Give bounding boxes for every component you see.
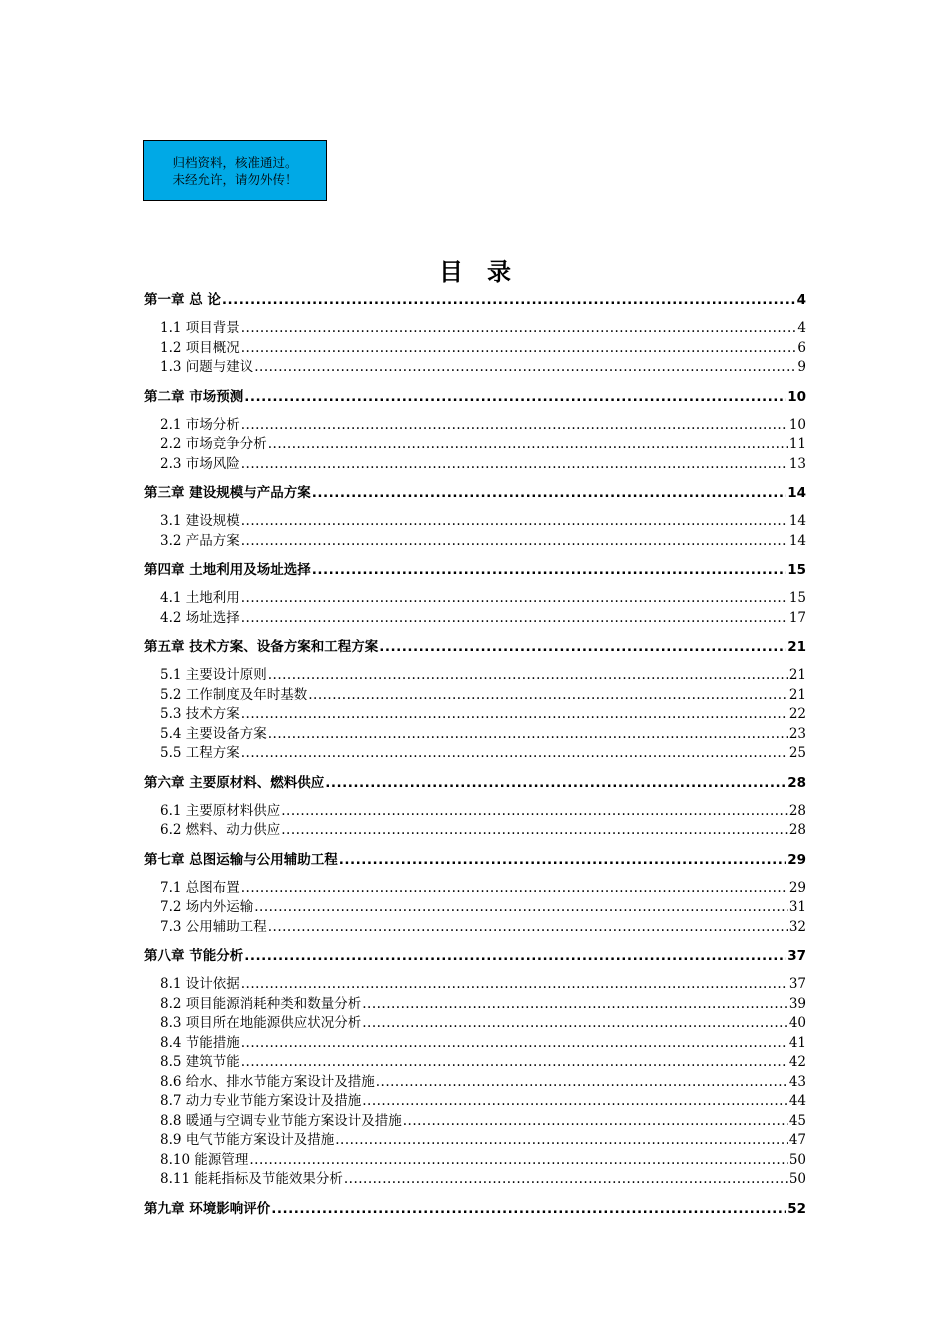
toc-section-entry-label: 2.2 市场竞争分析: [160, 436, 267, 452]
toc-section-entry-page-number: 44: [788, 1093, 806, 1109]
toc-section-entry[interactable]: [144, 589, 806, 609]
toc-section-entry-page-number: 14: [788, 532, 806, 549]
toc-section-entry-page-number: 25: [788, 745, 806, 761]
toc-section-entry-label: 8.6 给水、排水节能方案设计及措施: [160, 1073, 375, 1090]
toc-section-entry[interactable]: [144, 1092, 806, 1112]
toc-section-entry-label: 8.8 暖通与空调专业节能方案设计及措施: [160, 1112, 402, 1129]
toc-section-entry-label: 8.10 能源管理: [160, 1151, 249, 1168]
toc-section-entry-label: 1.2 项目概况: [160, 339, 240, 356]
toc-section-entry-label: 5.3 技术方案: [160, 706, 240, 722]
leader-dots: [335, 1131, 788, 1151]
toc-chapter-entry[interactable]: [144, 773, 806, 793]
toc-chapter-entry[interactable]: [144, 560, 806, 580]
toc-chapter-entry[interactable]: [144, 946, 806, 966]
toc-chapter-entry[interactable]: [144, 483, 806, 503]
leader-dots: [254, 898, 788, 918]
toc-section-entry-page-number: 40: [788, 1015, 806, 1031]
toc-section-entry-page-number: 42: [788, 1054, 806, 1070]
toc-section-entry[interactable]: [144, 532, 806, 552]
toc-section-entry-page-number: 6: [797, 339, 806, 356]
toc-section-entry[interactable]: [144, 416, 806, 436]
leader-dots: [244, 387, 786, 407]
toc-section-entry-label: 5.5 工程方案: [160, 745, 240, 761]
toc-section-entry-label: 8.1 设计依据: [160, 976, 240, 992]
toc-chapter-entry[interactable]: [144, 387, 806, 407]
toc-chapter-entry-page-number: 37: [787, 948, 806, 964]
toc-section-entry-page-number: 22: [788, 706, 806, 722]
leader-dots: [222, 290, 796, 310]
toc-chapter-entry[interactable]: [144, 290, 806, 310]
toc-chapter-entry-page-number: 4: [796, 292, 806, 308]
leader-dots: [403, 1112, 788, 1132]
toc-section-entry-page-number: 17: [788, 609, 806, 626]
leader-dots: [244, 946, 786, 966]
toc-chapter-entry-label: 第二章 市场预测: [144, 388, 244, 405]
toc-section-entry[interactable]: [144, 1014, 806, 1034]
toc-section-entry-page-number: 28: [788, 802, 806, 819]
toc-section-entry[interactable]: [144, 1034, 806, 1054]
toc-section-entry[interactable]: [144, 512, 806, 532]
leader-dots: [241, 319, 797, 339]
toc-section-entry-label: 2.1 市场分析: [160, 416, 240, 433]
toc-section-entry-label: 8.4 节能措施: [160, 1034, 240, 1051]
toc-section-entry-page-number: 47: [788, 1132, 806, 1148]
leader-dots: [241, 1034, 788, 1054]
toc-chapter-entry[interactable]: [144, 850, 806, 870]
toc-section-entry-label: 2.3 市场风险: [160, 455, 240, 472]
leader-dots: [376, 1073, 788, 1093]
toc-section-entry-page-number: 23: [788, 725, 806, 742]
toc-chapter-entry-page-number: 52: [787, 1200, 806, 1217]
leader-dots: [254, 358, 796, 378]
toc-section-entry-label: 1.1 项目背景: [160, 320, 240, 336]
toc-chapter-entry-label: 第五章 技术方案、设备方案和工程方案: [144, 639, 379, 655]
leader-dots: [268, 918, 788, 938]
toc-chapter: [144, 483, 806, 551]
toc-section-entry[interactable]: [144, 1053, 806, 1073]
toc-section-entry[interactable]: [144, 1112, 806, 1132]
table-of-contents: [144, 290, 806, 1228]
toc-section-entry-label: 3.1 建设规模: [160, 513, 240, 529]
toc-section-entry-label: 8.11 能耗指标及节能效果分析: [160, 1171, 343, 1187]
toc-section-entry[interactable]: [144, 435, 806, 455]
toc-section-entry-page-number: 14: [788, 513, 806, 529]
toc-chapter: [144, 387, 806, 475]
toc-section-entry-page-number: 21: [788, 686, 806, 703]
toc-section-entry[interactable]: [144, 802, 806, 822]
toc-section-entry[interactable]: [144, 455, 806, 475]
toc-section-entry-page-number: 21: [788, 667, 806, 683]
toc-section-entry-page-number: 43: [788, 1073, 806, 1090]
leader-dots: [241, 589, 788, 609]
toc-section-entry-label: 7.1 总图布置: [160, 879, 240, 896]
leader-dots: [241, 455, 788, 475]
page-title: 目录: [439, 258, 535, 286]
toc-chapter-entry[interactable]: [144, 1199, 806, 1219]
toc-chapter-entry-page-number: 14: [787, 485, 806, 501]
toc-chapter: [144, 850, 806, 938]
stamp-line-2: 未经允许，请勿外传！: [172, 171, 298, 187]
leader-dots: [241, 705, 788, 725]
toc-section-entry-page-number: 28: [788, 822, 806, 838]
archive-stamp: [143, 140, 327, 201]
leader-dots: [268, 435, 788, 455]
toc-chapter-entry-label: 第四章 土地利用及场址选择: [144, 562, 311, 578]
toc-section-entry-page-number: 41: [788, 1034, 806, 1051]
leader-dots: [379, 637, 786, 657]
toc-chapter-entry-page-number: 10: [787, 388, 806, 405]
leader-dots: [362, 995, 788, 1015]
toc-chapter-entry-label: 第九章 环境影响评价: [144, 1200, 271, 1217]
toc-section-entry-label: 8.5 建筑节能: [160, 1054, 240, 1070]
toc-section-entry[interactable]: [144, 918, 806, 938]
toc-section-entry-page-number: 10: [788, 416, 806, 433]
toc-section-entry-label: 3.2 产品方案: [160, 532, 240, 549]
toc-chapter: [144, 560, 806, 628]
toc-chapter-entry-label: 第七章 总图运输与公用辅助工程: [144, 851, 338, 868]
toc-section-entry-page-number: 15: [788, 590, 806, 606]
leader-dots: [241, 512, 788, 532]
toc-section-entry-page-number: 50: [788, 1171, 806, 1187]
toc-section-entry-label: 5.4 主要设备方案: [160, 725, 267, 742]
toc-section-entry[interactable]: [144, 666, 806, 686]
toc-section-entry-label: 6.2 燃料、动力供应: [160, 822, 281, 838]
toc-section-entry-label: 7.2 场内外运输: [160, 899, 254, 915]
toc-chapter: [144, 290, 806, 378]
toc-section-entry-label: 5.2 工作制度及年时基数: [160, 686, 308, 703]
toc-section-entry-page-number: 45: [788, 1112, 806, 1129]
leader-dots: [241, 744, 788, 764]
toc-section-entry-label: 8.2 项目能源消耗种类和数量分析: [160, 995, 362, 1012]
toc-section-entry-label: 4.1 土地利用: [160, 590, 240, 606]
toc-section-entry-page-number: 29: [788, 879, 806, 896]
toc-section-entry[interactable]: [144, 821, 806, 841]
toc-section-entry-page-number: 31: [788, 899, 806, 915]
toc-section-entry[interactable]: [144, 319, 806, 339]
toc-section-entry-label: 6.1 主要原材料供应: [160, 802, 281, 819]
stamp-line-1: 归档资料，核准通过。: [172, 154, 298, 170]
toc-chapter-entry-label: 第六章 主要原材料、燃料供应: [144, 774, 325, 791]
toc-section-entry-label: 8.7 动力专业节能方案设计及措施: [160, 1093, 362, 1109]
toc-chapter-entry-page-number: 29: [787, 851, 806, 868]
toc-section-entry[interactable]: [144, 1073, 806, 1093]
toc-chapter-entry-label: 第三章 建设规模与产品方案: [144, 485, 311, 501]
toc-section-entry-label: 7.3 公用辅助工程: [160, 918, 267, 935]
toc-section-entry-label: 1.3 问题与建议: [160, 359, 254, 375]
toc-section-entry[interactable]: [144, 609, 806, 629]
leader-dots: [241, 1053, 788, 1073]
toc-section-entry[interactable]: [144, 339, 806, 359]
toc-chapter: [144, 1199, 806, 1219]
toc-section-entry[interactable]: [144, 744, 806, 764]
leader-dots: [281, 802, 788, 822]
toc-section-entry[interactable]: [144, 358, 806, 378]
leader-dots: [325, 773, 786, 793]
toc-section-entry-label: 4.2 场址选择: [160, 609, 240, 626]
leader-dots: [281, 821, 788, 841]
toc-section-entry-page-number: 39: [788, 995, 806, 1012]
toc-section-entry[interactable]: [144, 705, 806, 725]
toc-section-entry[interactable]: [144, 898, 806, 918]
toc-chapter-entry[interactable]: [144, 637, 806, 657]
toc-chapter-entry-page-number: 21: [787, 639, 806, 655]
toc-section-entry-page-number: 9: [797, 359, 806, 375]
leader-dots: [362, 1092, 788, 1112]
leader-dots: [241, 532, 788, 552]
leader-dots: [339, 850, 787, 870]
toc-section-entry[interactable]: [144, 975, 806, 995]
toc-section-entry-label: 8.3 项目所在地能源供应状况分析: [160, 1015, 362, 1031]
toc-section-entry[interactable]: [144, 995, 806, 1015]
toc-section-entry[interactable]: [144, 686, 806, 706]
leader-dots: [241, 975, 788, 995]
leader-dots: [271, 1199, 786, 1219]
toc-chapter: [144, 637, 806, 764]
toc-section-entry[interactable]: [144, 1131, 806, 1151]
leader-dots: [268, 725, 788, 745]
leader-dots: [308, 686, 788, 706]
toc-section-entry-page-number: 13: [788, 455, 806, 472]
toc-section-entry-page-number: 50: [788, 1151, 806, 1168]
leader-dots: [249, 1151, 787, 1171]
toc-section-entry-page-number: 32: [788, 918, 806, 935]
leader-dots: [312, 483, 787, 503]
toc-section-entry[interactable]: [144, 1151, 806, 1171]
leader-dots: [241, 339, 797, 359]
toc-section-entry[interactable]: [144, 725, 806, 745]
leader-dots: [362, 1014, 788, 1034]
leader-dots: [312, 560, 787, 580]
leader-dots: [241, 416, 788, 436]
toc-chapter: [144, 946, 806, 1190]
leader-dots: [241, 879, 788, 899]
toc-section-entry[interactable]: [144, 879, 806, 899]
toc-section-entry-page-number: 11: [788, 436, 806, 452]
toc-section-entry-page-number: 37: [788, 976, 806, 992]
leader-dots: [344, 1170, 788, 1190]
toc-section-entry[interactable]: [144, 1170, 806, 1190]
toc-section-entry-page-number: 4: [797, 320, 806, 336]
toc-section-entry-label: 8.9 电气节能方案设计及措施: [160, 1132, 335, 1148]
toc-section-entry-label: 5.1 主要设计原则: [160, 667, 267, 683]
toc-chapter: [144, 773, 806, 841]
toc-chapter-entry-label: 第一章 总 论: [144, 292, 221, 308]
toc-chapter-entry-label: 第八章 节能分析: [144, 948, 244, 964]
toc-chapter-entry-page-number: 15: [787, 562, 806, 578]
toc-chapter-entry-page-number: 28: [787, 774, 806, 791]
leader-dots: [241, 609, 788, 629]
leader-dots: [268, 666, 788, 686]
